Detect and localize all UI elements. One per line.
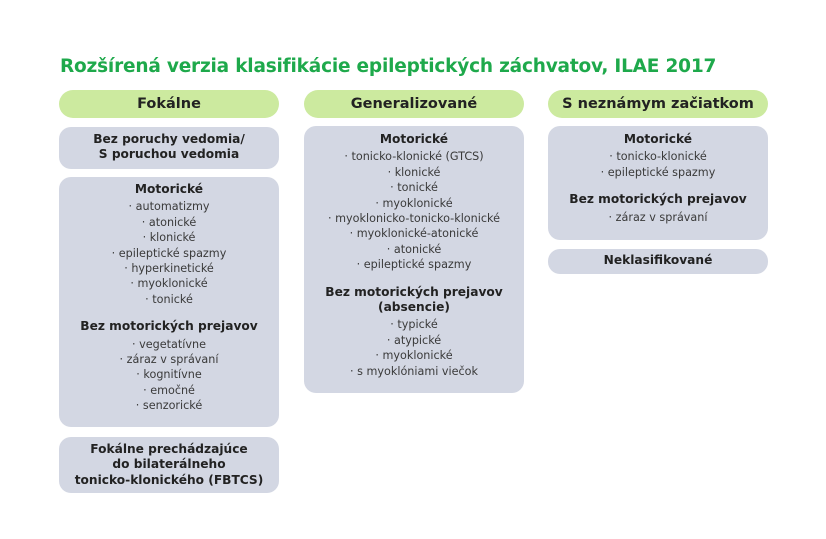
header-unknown-onset: S neznámym začiatkom (548, 90, 768, 118)
box-awareness (59, 127, 279, 169)
list-item: · atonické (304, 242, 524, 257)
unknown-nonmotor-list (548, 210, 768, 225)
column-focal (59, 90, 279, 487)
list-item: · epileptické spazmy (548, 165, 768, 180)
list-item: · tonické (59, 292, 279, 307)
fbtcs-line3: tonicko-klonického (FBTCS) (74, 472, 264, 487)
list-item: · klonické (59, 230, 279, 245)
column-unknown-onset (548, 90, 768, 267)
list-item: · myoklonické-atonické (304, 226, 524, 241)
generalized-nonmotor-subheading: (absencie) (378, 300, 450, 315)
list-item: · tonické (304, 180, 524, 195)
list-item: · s myoklóniami viečok (304, 364, 524, 379)
list-item: · epileptické spazmy (59, 246, 279, 261)
list-item: · myoklonické (59, 276, 279, 291)
unknown-motor-heading: Motorické (623, 132, 693, 146)
header-generalized: Generalizované (304, 90, 524, 118)
list-item: · myoklonické (304, 196, 524, 211)
awareness-line1: Bez poruchy vedomia/ (93, 132, 245, 146)
generalized-motor-heading: Motorické (379, 132, 449, 146)
focal-motor-list (59, 199, 279, 307)
list-item: · vegetatívne (59, 337, 279, 352)
focal-nonmotor-heading: Bez motorických prejavov (80, 319, 258, 334)
list-item: · senzorické (59, 398, 279, 413)
list-item: · emočné (59, 383, 279, 398)
list-item: · myoklonické (304, 348, 524, 363)
awareness-line2: S poruchou vedomia (98, 147, 240, 162)
generalized-nonmotor-list (304, 317, 524, 379)
header-focal: Fokálne (59, 90, 279, 118)
column-generalized (304, 90, 524, 378)
list-item: · klonické (304, 165, 524, 180)
list-item: · myoklonicko-tonicko-klonické (304, 211, 524, 226)
list-item: · atypické (304, 333, 524, 348)
focal-motor-heading: Motorické (134, 182, 204, 196)
list-item: · kognitívne (59, 367, 279, 382)
list-item: · tonicko-klonické (548, 149, 768, 164)
list-item: · tonicko-klonické (GTCS) (304, 149, 524, 164)
list-item: · epileptické spazmy (304, 257, 524, 272)
box-unclassified (548, 249, 768, 274)
fbtcs-line1: Fokálne prechádzajúce (90, 442, 248, 456)
list-item: · typické (304, 317, 524, 332)
box-unknown-types (548, 126, 768, 240)
diagram-title: Rozšírená verzia klasifikácie epileptických záchvatov, ILAE 2017 (60, 56, 717, 77)
focal-nonmotor-list (59, 337, 279, 414)
list-item: · záraz v správaní (59, 352, 279, 367)
list-item: · atonické (59, 215, 279, 230)
list-item: · záraz v správaní (548, 210, 768, 225)
unknown-motor-list (548, 149, 768, 180)
fbtcs-line2: do bilaterálneho (112, 457, 226, 472)
box-focal-types (59, 177, 279, 427)
list-item: · automatizmy (59, 199, 279, 214)
box-generalized-types (304, 126, 524, 393)
generalized-motor-list (304, 149, 524, 272)
unclassified-label: Neklasifikované (603, 253, 713, 267)
generalized-nonmotor-heading: Bez motorických prejavov (325, 284, 503, 299)
list-item: · hyperkinetické (59, 261, 279, 276)
unknown-nonmotor-heading: Bez motorických prejavov (569, 192, 747, 207)
box-fbtcs (59, 437, 279, 493)
